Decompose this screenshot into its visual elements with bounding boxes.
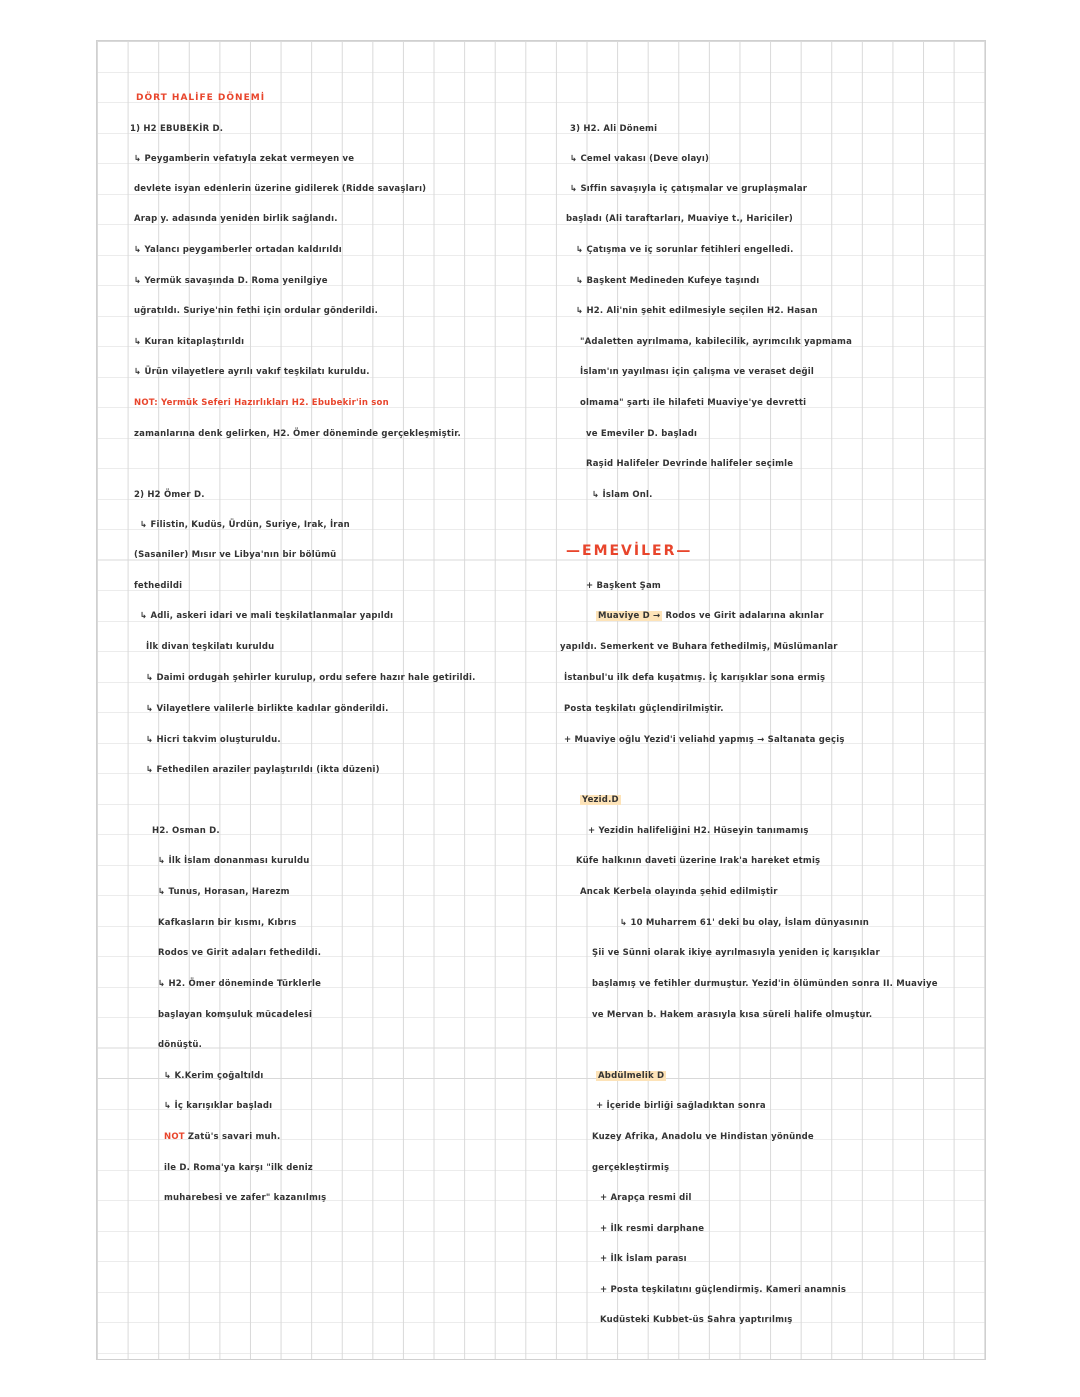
- text-span: Rodos ve Girit adalarına akınlar: [665, 611, 824, 621]
- text-line: Küfe halkının daveti üzerine Irak'a hareket etmiş: [576, 856, 821, 866]
- text-line: gerçekleştirmiş: [592, 1163, 670, 1173]
- note-line: ile D. Roma'ya karşı "ilk deniz: [164, 1163, 313, 1173]
- text-line: ↳ 10 Muharrem 61' deki bu olay, İslam dünyasının: [620, 918, 870, 928]
- text-line: uğratıldı. Suriye'nin fethi için ordular gönderildi.: [134, 306, 379, 316]
- text-line: Raşid Halifeler Devrinde halifeler seçimle: [586, 459, 794, 469]
- highlight-muaviye: Muaviye D →: [598, 611, 661, 621]
- text-line: Şii ve Sünni olarak ikiye ayrılmasıyla yeniden iç karışıklar: [592, 948, 880, 958]
- note-line: muharebesi ve zafer" kazanılmış: [164, 1193, 327, 1203]
- text-line: ↳ Cemel vakası (Deve olayı): [570, 154, 710, 164]
- text-line: İlk divan teşkilatı kuruldu: [146, 642, 275, 652]
- text-line: + İlk İslam parası: [600, 1254, 687, 1264]
- text-line: ↳ İslam Onl.: [592, 490, 653, 500]
- text-line: ↳ Ürün vilayetlere ayrılı vakıf teşkilatı kuruldu.: [134, 367, 370, 377]
- text-line: dönüştü.: [158, 1040, 203, 1050]
- text-line: + İlk resmi darphane: [600, 1224, 705, 1234]
- text-line: ↳ Hicri takvim oluşturuldu.: [146, 735, 281, 745]
- page-heading: DÖRT HALİFE DÖNEMİ: [136, 93, 266, 103]
- note-line: NOT: Yermük Seferi Hazırlıkları H2. Ebubekir'in son: [134, 398, 389, 408]
- text-line: ↳ Kuran kitaplaştırıldı: [134, 337, 245, 347]
- text-line: Rodos ve Girit adaları fethedildi.: [158, 948, 322, 958]
- text-line: Ancak Kerbela olayında şehid edilmiştir: [580, 887, 778, 897]
- text-line: ↳ Başkent Medineden Kufeye taşındı: [576, 276, 760, 286]
- text-line: ↳ Daimi ordugah şehirler kurulup, ordu sefere hazır hale getirildi.: [146, 673, 476, 683]
- text-line: İslam'ın yayılması için çalışma ve veraset değil: [580, 367, 814, 377]
- text-line: fethedildi: [134, 581, 183, 591]
- text-line: ↳ K.Kerim çoğaltıldı: [164, 1071, 264, 1081]
- text-line: ↳ H2. Ali'nin şehit edilmesiyle seçilen H2. Hasan: [576, 306, 818, 316]
- text-line: ↳ İlk İslam donanması kuruldu: [158, 856, 310, 866]
- text-line: ve Emeviler D. başladı: [586, 429, 698, 439]
- note-text: Zatü's savari muh.: [187, 1132, 281, 1142]
- text-line: ↳ Vilayetlere valilerle birlikte kadılar gönderildi.: [146, 704, 389, 714]
- text-line: ↳ Peygamberin vefatıyla zekat vermeyen ve: [134, 154, 355, 164]
- text-line: + İçeride birliği sağladıktan sonra: [596, 1101, 766, 1111]
- section-title-ebubekir: 1) H2 EBUBEKİR D.: [130, 124, 224, 134]
- text-line: + Posta teşkilatını güçlendirmiş. Kameri anamnis: [600, 1285, 847, 1295]
- emeviler-heading: —EMEVİLER—: [566, 543, 693, 559]
- text-line: + Muaviye oğlu Yezid'i veliahd yapmış → Saltanata geçiş: [564, 735, 845, 745]
- text-line: ↳ H2. Ömer döneminde Türklerle: [158, 979, 322, 989]
- text-line: + Yezidin halifeliğini H2. Hüseyin tanımamış: [588, 826, 809, 836]
- text-line: ↳ Yermük savaşında D. Roma yenilgiye: [134, 276, 328, 286]
- text-line: (Sasaniler) Mısır ve Libya'nın bir bölümü: [134, 550, 337, 560]
- section-title-ali: 3) H2. Ali Dönemi: [570, 124, 658, 134]
- text-line: yapıldı. Semerkent ve Buhara fethedilmiş, Müslümanlar: [560, 642, 838, 652]
- text-line: ve Mervan b. Hakem arasıyla kısa süreli halife olmuştur.: [592, 1010, 873, 1020]
- text-line: Kudüsteki Kubbet-üs Sahra yaptırılmış: [600, 1315, 793, 1325]
- text-line: ↳ Fethedilen araziler paylaştırıldı (ikta düzeni): [146, 765, 380, 775]
- text-line: [596, 611, 824, 621]
- section-title-yezid: Yezid.D: [582, 795, 619, 805]
- section-title-abdulmelik: Abdülmelik D: [598, 1071, 665, 1081]
- note-prefix: NOT: [164, 1132, 185, 1142]
- grid-paper-sheet: [96, 40, 986, 1360]
- note-line: [164, 1132, 280, 1142]
- text-line: İstanbul'u ilk defa kuşatmış. İç karışıklar sona ermiş: [564, 673, 826, 683]
- text-line: ↳ Yalancı peygamberler ortadan kaldırıldı: [134, 245, 342, 255]
- text-line: ↳ İç karışıklar başladı: [164, 1101, 273, 1111]
- text-line: + Arapça resmi dil: [600, 1193, 692, 1203]
- text-line: ↳ Tunus, Horasan, Harezm: [158, 887, 290, 897]
- section-title-osman: H2. Osman D.: [152, 826, 220, 836]
- text-line: ↳ Çatışma ve iç sorunlar fetihleri engelledi.: [576, 245, 794, 255]
- text-line: devlete isyan edenlerin üzerine gidilerek (Ridde savaşları): [134, 184, 427, 194]
- text-line: Kafkasların bir kısmı, Kıbrıs: [158, 918, 297, 928]
- text-line: Kuzey Afrika, Anadolu ve Hindistan yönünde: [592, 1132, 814, 1142]
- text-line: ↳ Adli, askeri idari ve mali teşkilatlanmalar yapıldı: [140, 611, 394, 621]
- text-line: başlayan komşuluk mücadelesi: [158, 1010, 313, 1020]
- text-line: olmama" şartı ile hilafeti Muaviye'ye devretti: [580, 398, 807, 408]
- section-title-omer: 2) H2 Ömer D.: [134, 490, 205, 500]
- text-line: Arap y. adasında yeniden birlik sağlandı.: [134, 214, 338, 224]
- text-line: + Başkent Şam: [586, 581, 661, 591]
- text-line: başlamış ve fetihler durmuştur. Yezid'in ölümünden sonra II. Muaviye: [592, 979, 938, 989]
- note-line: zamanlarına denk gelirken, H2. Ömer döneminde gerçekleşmiştir.: [134, 429, 461, 439]
- text-line: ↳ Sıffin savaşıyla iç çatışmalar ve gruplaşmalar: [570, 184, 808, 194]
- text-line: "Adaletten ayrılmama, kabilecilik, ayrımcılık yapmama: [580, 337, 853, 347]
- text-line: başladı (Ali taraftarları, Muaviye t., Hariciler): [566, 214, 794, 224]
- text-line: Posta teşkilatı güçlendirilmiştir.: [564, 704, 724, 714]
- text-line: ↳ Filistin, Kudüs, Ürdün, Suriye, Irak, İran: [140, 520, 350, 530]
